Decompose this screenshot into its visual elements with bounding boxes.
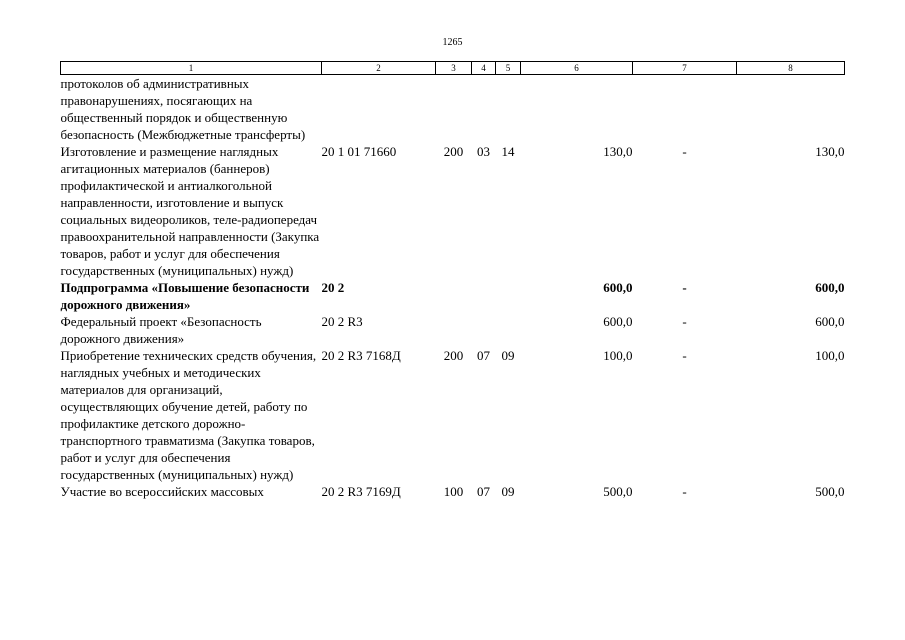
row-name: Участие во всероссийских массовых xyxy=(60,484,264,499)
row-code: 20 2 R3 7169Д xyxy=(321,484,401,499)
row-col7: - xyxy=(682,348,687,363)
table-row xyxy=(61,313,845,347)
row-rz xyxy=(472,313,496,347)
row-vr: 100 xyxy=(443,484,464,499)
row-name: Приобретение технических средств обучения, наглядных учебных и методических материалов для организаций, осуществляющих обучение детей, работу по профилактике детского дорожно-транспортного травматизма (Закупка товаров, работ и услуг для обеспечения государственных (муниципальных) нужд) xyxy=(60,348,317,482)
row-col6: 100,0 xyxy=(603,348,633,363)
row-col8: 600,0 xyxy=(815,280,845,295)
col-header-8: 8 xyxy=(737,62,845,75)
row-vr: 200 xyxy=(443,348,464,363)
row-pr: 14 xyxy=(501,144,515,159)
row-code: 20 1 01 71660 xyxy=(321,144,397,159)
row-col8 xyxy=(737,75,845,144)
column-number-header xyxy=(61,62,845,75)
row-col8: 100,0 xyxy=(815,348,845,363)
table-row xyxy=(61,347,845,483)
row-name: Федеральный проект «Безопасность дорожного движения» xyxy=(60,314,262,346)
row-rz xyxy=(472,75,496,144)
row-rz: 07 xyxy=(477,484,490,499)
col-header-6: 6 xyxy=(521,62,633,75)
row-code xyxy=(322,75,436,144)
row-vr xyxy=(436,313,472,347)
row-col7: - xyxy=(682,314,687,329)
row-pr xyxy=(496,279,521,313)
row-code: 20 2 R3 7168Д xyxy=(321,348,401,363)
col-header-4: 4 xyxy=(472,62,496,75)
row-pr: 09 xyxy=(501,348,515,363)
row-name: Подпрограмма «Повышение безопасности дорожного движения» xyxy=(60,280,310,312)
row-rz xyxy=(472,279,496,313)
table-row xyxy=(61,483,845,500)
row-code: 20 2 R3 xyxy=(321,314,363,329)
row-col8: 500,0 xyxy=(815,484,845,499)
col-header-3: 3 xyxy=(436,62,472,75)
row-col6: 500,0 xyxy=(603,484,633,499)
row-col6 xyxy=(521,75,633,144)
page-number: 1265 xyxy=(442,37,463,48)
table-row xyxy=(61,143,845,279)
row-col6: 130,0 xyxy=(603,144,633,159)
col-header-2: 2 xyxy=(322,62,436,75)
col-header-7: 7 xyxy=(633,62,737,75)
row-pr xyxy=(496,75,521,144)
row-name: протоколов об административных правонарушениях, посягающих на общественный порядок и общественную безопасность (Межбюджетные трансферты) xyxy=(60,76,306,142)
row-vr xyxy=(436,75,472,144)
table-row xyxy=(61,75,845,144)
row-col7 xyxy=(633,75,737,144)
row-col7: - xyxy=(682,144,687,159)
row-col6: 600,0 xyxy=(603,280,633,295)
row-col8: 600,0 xyxy=(815,314,845,329)
row-pr: 09 xyxy=(501,484,515,499)
row-vr xyxy=(436,279,472,313)
budget-table xyxy=(60,61,845,500)
row-vr: 200 xyxy=(443,144,464,159)
row-pr xyxy=(496,313,521,347)
row-rz: 03 xyxy=(477,144,490,159)
col-header-1: 1 xyxy=(61,62,322,75)
row-col8: 130,0 xyxy=(815,144,845,159)
row-code: 20 2 xyxy=(321,280,345,295)
row-col7: - xyxy=(682,280,687,295)
col-header-5: 5 xyxy=(496,62,521,75)
row-rz: 07 xyxy=(477,348,490,363)
row-col7: - xyxy=(682,484,687,499)
table-row-subprogram xyxy=(61,279,845,313)
row-col6: 600,0 xyxy=(603,314,633,329)
row-name: Изготовление и размещение наглядных агитационных материалов (баннеров) профилактической и антиалкогольной направленности, изготовление и выпуск социальных видеороликов, теле-радиопередач правоохранительной направленности (Закупка товаров, работ и услуг для обеспечения государственных (муниципальных) нужд) xyxy=(60,144,320,278)
